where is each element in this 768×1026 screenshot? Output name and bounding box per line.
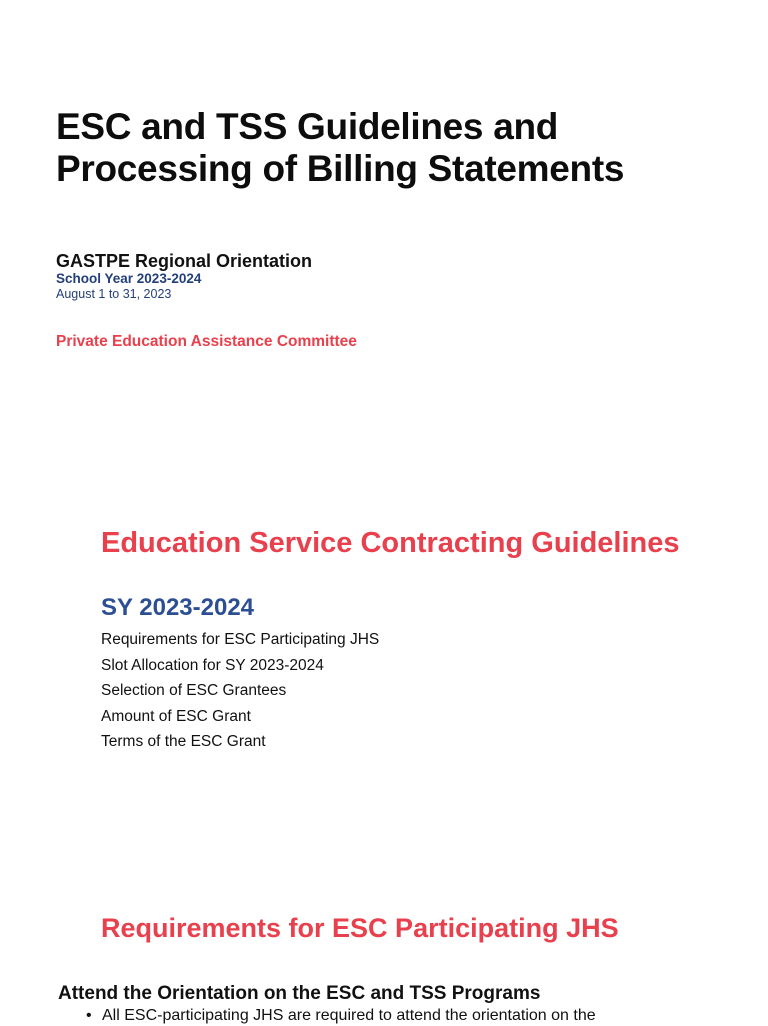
list-item: Slot Allocation for SY 2023-2024	[101, 656, 324, 674]
esc-guidelines-title: Education Service Contracting Guidelines	[101, 527, 680, 559]
bullet-icon: •	[86, 1007, 92, 1024]
committee-name: Private Education Assistance Committee	[56, 333, 357, 350]
title-slide	[0, 0, 768, 440]
esc-guidelines-subtitle: SY 2023-2024	[101, 594, 255, 621]
list-item: Requirements for ESC Participating JHS	[101, 631, 380, 648]
document-title: ESC and TSS Guidelines and Processing of Billing Statements	[56, 106, 625, 189]
list-item: Terms of the ESC Grant	[101, 733, 266, 751]
requirements-title: Requirements for ESC Participating JHS	[101, 913, 619, 943]
requirements-slide	[0, 900, 768, 1024]
date-range: August 1 to 31, 2023	[56, 287, 172, 301]
event-title: GASTPE Regional Orientation	[56, 251, 313, 271]
list-item	[86, 1006, 746, 1026]
school-year: School Year 2023-2024	[56, 271, 202, 286]
bullet-text: All ESC-participating JHS are required to attend the orientation on the	[102, 1007, 596, 1024]
requirements-bullet-list	[86, 1006, 746, 1026]
esc-guidelines-slide	[0, 500, 768, 800]
topic-list	[101, 627, 379, 755]
list-item: Selection of ESC Grantees	[101, 682, 287, 700]
list-item: Amount of ESC Grant	[101, 707, 251, 725]
requirements-heading: Attend the Orientation on the ESC and TSS Programs	[58, 983, 541, 1004]
